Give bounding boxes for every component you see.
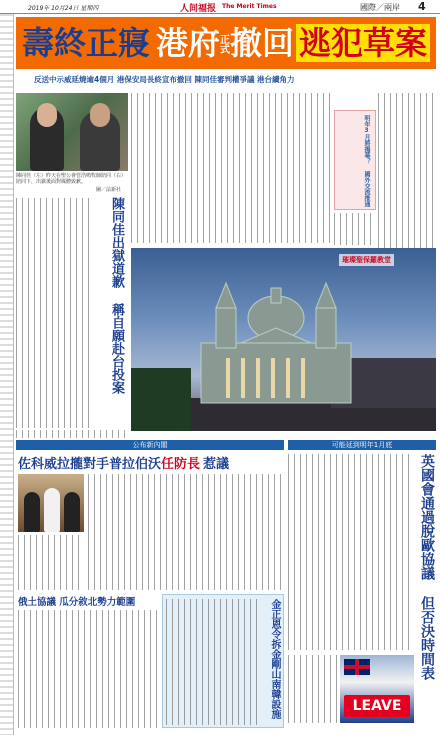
article-text-block-jokowi-left: [18, 535, 84, 590]
article-text-block-uk: [288, 454, 414, 650]
headline-banner: [16, 17, 436, 69]
person-right-face: [90, 103, 110, 127]
article-text-block-uk-lower: [288, 655, 338, 723]
article-text-block-left-upper: [16, 198, 90, 428]
headline-part2: 港府: [156, 24, 221, 62]
figure-3: [64, 492, 80, 532]
figure-1: [24, 492, 40, 532]
section-band-left: 公布新內閣: [16, 440, 284, 450]
headline-part2-small: 正式: [220, 34, 231, 56]
section-label: 國際／兩岸: [360, 3, 400, 12]
article-text-block-russia: [18, 610, 158, 728]
headline-part3: 撤回: [230, 24, 295, 62]
leave-sign: LEAVE: [344, 695, 410, 717]
article-text-block-inset-below: [334, 213, 376, 245]
photo1-caption: 陳同佳（左）昨天在聖公會管浩鳴牧師陪同（右）陪同下，出獄後面對媒體致歉。: [16, 173, 127, 185]
article-text-block-upper-mid: [131, 93, 331, 243]
headline-part4: 逃犯草案: [296, 24, 430, 62]
cathedral-caption: 璀璨聖保羅教堂: [339, 254, 394, 266]
headline-part1: 壽終正寢: [22, 24, 151, 62]
headline-text: [22, 21, 430, 65]
kim-article-box: [162, 594, 284, 728]
side-title-box: [92, 195, 128, 431]
logo-en: The Merit Times: [222, 3, 277, 10]
photo-st-pauls-cathedral: [131, 248, 436, 431]
union-jack-flag: [344, 659, 370, 675]
kim-headline: 金正恩令拆金剛山南韓設施: [269, 599, 280, 719]
jokowi-headline-post: 惹議: [203, 457, 230, 472]
flag-cross-v: [355, 659, 359, 675]
inset-box: [334, 110, 376, 210]
photo-jokowi-cabinet: [18, 474, 84, 532]
uk-headline-box: [416, 454, 436, 724]
russia-turkey-headline: 俄土協議 瓜分敘北勢力範圍: [18, 597, 136, 608]
jokowi-headline: [18, 453, 284, 472]
photo-chan-tong-kai: [16, 93, 128, 171]
issue-date: 2019年 10月24日 星期四: [28, 5, 99, 12]
person-left-face: [37, 103, 57, 127]
uk-headline: 英國會通過脫歐協議 但否決時間表: [419, 454, 435, 680]
logo-cn: 人间福报: [180, 4, 217, 14]
article-text-block-jokowi: [88, 474, 284, 590]
side-title: 陳同佳出獄道歉 稱自願赴台投案: [109, 197, 124, 394]
left-ruler-strip: [0, 14, 14, 735]
photo-brexit-leave: [340, 655, 414, 723]
jokowi-headline-red: 任防長: [161, 457, 201, 472]
article-text-block-kim: [166, 599, 262, 725]
inset-box-text: 明年3月將揭幕？ 國外交流推通: [363, 115, 370, 207]
figure-2: [44, 488, 60, 532]
article-text-block-upper-right: [378, 93, 436, 248]
page-number: 4: [418, 0, 426, 13]
subhead: 反送中示威延燒逾4個月 港保安局長終宣布撤回 陳同佳審判權爭議 港台續角力: [34, 75, 295, 84]
photo1-credit: 圖／法新社: [96, 187, 122, 193]
jokowi-headline-pre: 佐科威拉攏對手普拉伯沃: [18, 457, 162, 472]
section-band-right: 可能延到明年1月底: [288, 440, 436, 450]
cathedral-illustration: [131, 248, 436, 431]
page-header: [0, 0, 440, 14]
article-text-block-left-lower: [16, 430, 128, 438]
